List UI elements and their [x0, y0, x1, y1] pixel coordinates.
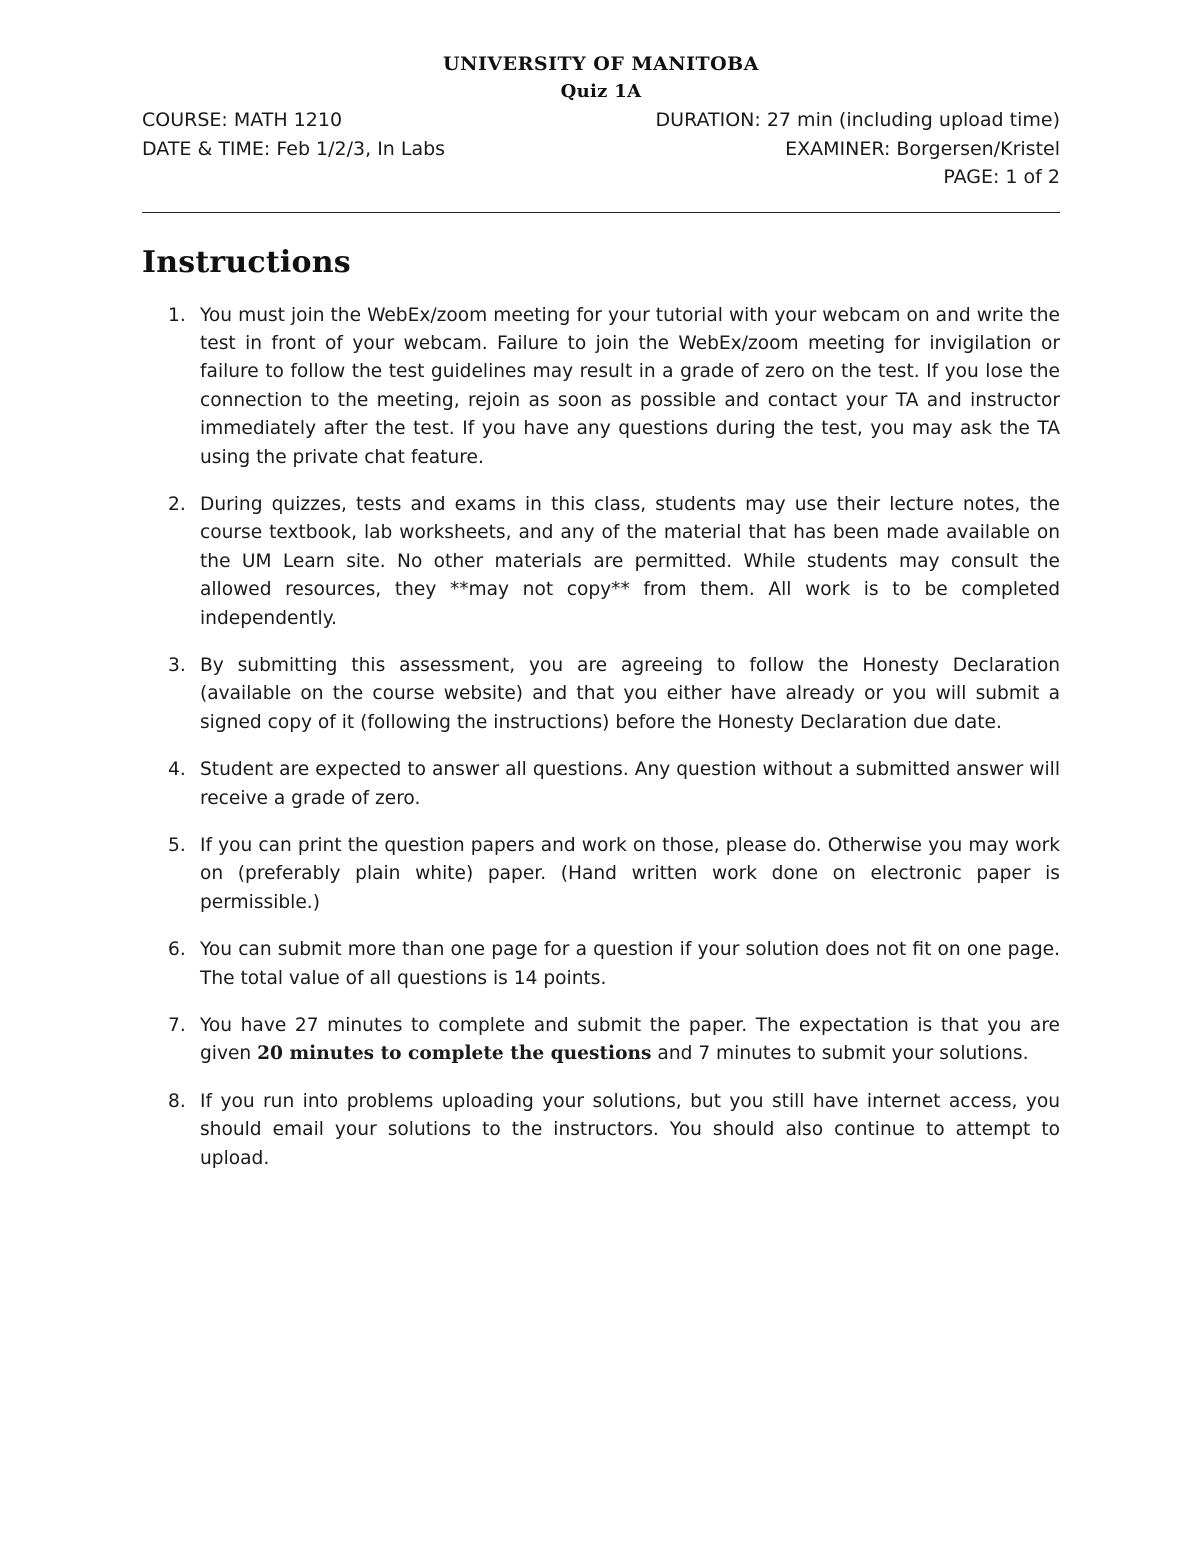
- examiner-info: EXAMINER: Borgersen/Kristel: [785, 137, 1060, 160]
- instruction-item: [142, 756, 1060, 813]
- meta-row-2: [142, 135, 1060, 164]
- exam-page: [142, 50, 1060, 1192]
- instruction-item: [142, 652, 1060, 737]
- item-text: If you can print the question papers and work on those, please do. Otherwise you may work on (preferably plain white) paper. (Hand written work done on electronic paper is permissible.): [200, 835, 1060, 913]
- item-text: You must join the WebEx/zoom meeting for your tutorial with your webcam on and write the test in front of your webcam. Failure to join the WebEx/zoom meeting for invigilation or failure to follow the test guidelines may result in a grade of zero on the test. If you lose the connection to the meeting, rejoin as soon as possible and contact your TA and instructor immediately after the test. If you have any questions during the test, you may ask the TA using the private chat feature.: [200, 304, 1060, 468]
- item-text: During quizzes, tests and exams in this class, students may use their lecture notes, the course textbook, lab worksheets, and any of the material that has been made available on the UM Learn site. No other materials are permitted. While students may consult the allowed resources, they **may not copy** from them. All work is to be completed independently.: [200, 493, 1060, 629]
- item-number: 3.: [168, 654, 186, 676]
- header-divider: [142, 212, 1060, 213]
- item-text-after: and 7 minutes to submit your solutions.: [651, 1043, 1029, 1065]
- section-title: Instructions: [142, 244, 351, 280]
- instructions-list: [142, 302, 1060, 1174]
- item-number: 4.: [168, 759, 186, 781]
- instruction-item: [142, 491, 1060, 633]
- date-time-info: DATE & TIME: Feb 1/2/3, In Labs: [142, 137, 446, 160]
- item-number: 7.: [168, 1015, 186, 1037]
- item-number: 1.: [168, 304, 186, 326]
- item-number: 2.: [168, 493, 186, 515]
- item-text: Student are expected to answer all questions. Any question without a submitted answer will receive a grade of zero.: [200, 759, 1060, 809]
- course-info: COURSE: MATH 1210: [142, 109, 343, 131]
- instruction-item: [142, 302, 1060, 472]
- quiz-title: Quiz 1A: [560, 81, 642, 102]
- meta-row-1: [142, 106, 1060, 135]
- item-text: By submitting this assessment, you are agreeing to follow the Honesty Declaration (available on the course website) and that you either have already or you will submit a signed copy of it (following the instructions) before the Honesty Declaration due date.: [200, 654, 1060, 733]
- item-number: 6.: [168, 939, 186, 961]
- instruction-item: [142, 1088, 1060, 1173]
- instruction-item: [142, 936, 1060, 993]
- university-name: UNIVERSITY OF MANITOBA: [443, 53, 759, 75]
- instruction-item: [142, 1012, 1060, 1069]
- item-text: If you run into problems uploading your solutions, but you still have internet access, you should email your solutions to the instructors. You should also continue to attempt to upload.: [200, 1090, 1060, 1169]
- item-number: 5.: [168, 835, 186, 856]
- meta-row-3: [142, 163, 1060, 192]
- item-text: You can submit more than one page for a question if your solution does not fit on one page. The total value of all questions is 14 points.: [200, 939, 1060, 989]
- item-text-before: You have 27 minutes to complete and submit the paper. The expectation is that you are given: [200, 1015, 1060, 1065]
- exam-header: [142, 50, 1060, 106]
- page-number: PAGE: 1 of 2: [943, 166, 1060, 188]
- item-number: 8.: [168, 1090, 186, 1112]
- duration-info: DURATION: 27 min (including upload time): [655, 109, 1060, 131]
- instruction-item: [142, 832, 1060, 917]
- item-text-bold: 20 minutes to complete the questions: [257, 1043, 652, 1065]
